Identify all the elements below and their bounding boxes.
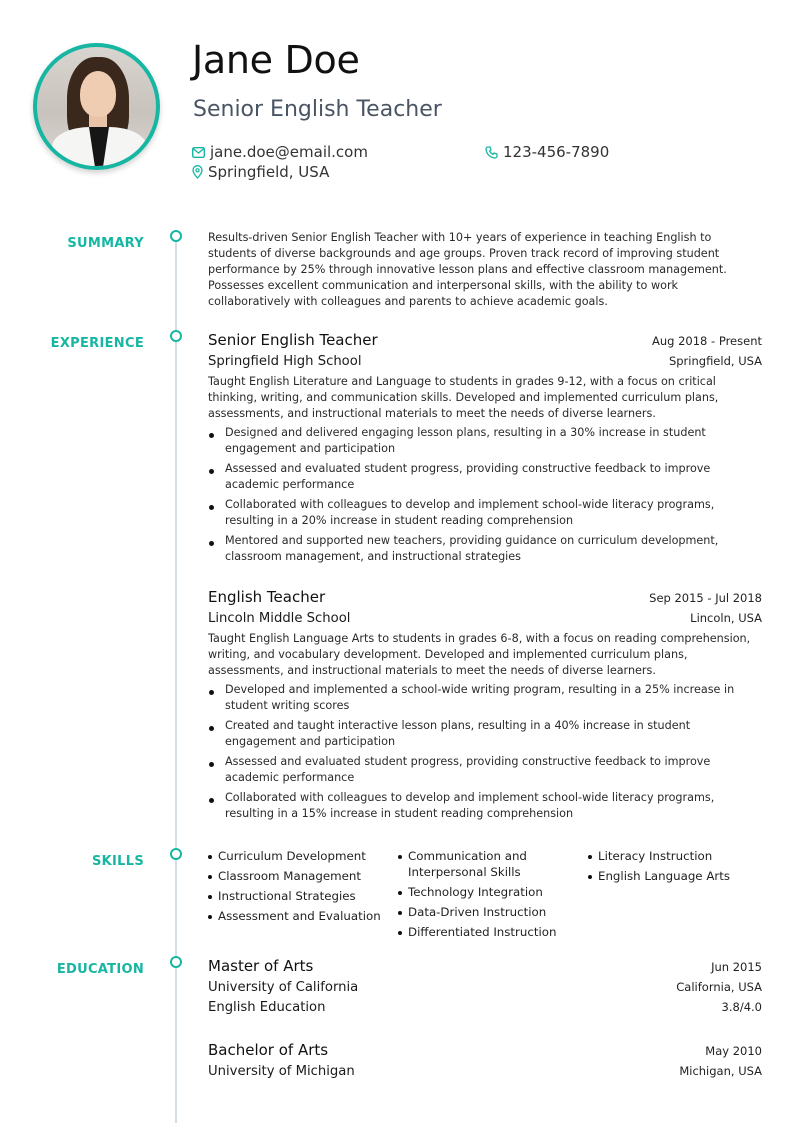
education-heading: EDUCATION bbox=[56, 962, 144, 977]
list-item: Collaborated with colleagues to develop and implement school-wide literacy programs, resulting in a 20% increase in student reading comprehension bbox=[208, 497, 762, 529]
avatar-face bbox=[80, 71, 116, 117]
candidate-name: Jane Doe bbox=[192, 38, 360, 82]
job-description: Taught English Language Arts to students in grades 6-8, with a focus on reading comprehension, writing, and vocabulary development. Developed and implemented curriculum plans, assessments, and instructional materials to meet the needs of diverse learners. bbox=[208, 632, 751, 677]
gpa: 3.8/4.0 bbox=[721, 1000, 762, 1014]
skill-item: Assessment and Evaluation bbox=[208, 908, 398, 924]
mail-icon bbox=[192, 147, 205, 158]
school-location: Michigan, USA bbox=[679, 1064, 762, 1078]
degree-date: Jun 2015 bbox=[711, 960, 762, 974]
location-contact bbox=[192, 163, 329, 181]
list-item: Developed and implemented a school-wide writing program, resulting in a 25% increase in student writing scores bbox=[208, 682, 762, 714]
experience-heading: EXPERIENCE bbox=[50, 336, 144, 351]
job-description: Taught English Literature and Language to students in grades 9-12, with a focus on critical thinking, writing, and communication skills. Developed and implemented curriculum plans, assessments, and instructional materials to meet the needs of diverse learners. bbox=[208, 375, 719, 420]
phone-contact[interactable] bbox=[485, 143, 609, 161]
list-item: Assessed and evaluated student progress, providing constructive feedback to improve academic performance bbox=[208, 461, 762, 493]
job-location: Springfield, USA bbox=[668, 354, 762, 368]
location-pin-icon bbox=[192, 165, 203, 179]
email-contact[interactable] bbox=[192, 143, 368, 161]
school-location: California, USA bbox=[676, 980, 762, 994]
skill-item: Communication and Interpersonal Skills bbox=[398, 848, 528, 880]
degree-title: Master of Arts bbox=[208, 957, 314, 975]
job-dates: Aug 2018 - Present bbox=[652, 334, 762, 348]
skill-item: Literacy Instruction bbox=[588, 848, 762, 864]
skills-grid bbox=[208, 848, 762, 944]
job-location: Lincoln, USA bbox=[690, 611, 762, 625]
job-dates: Sep 2015 - Jul 2018 bbox=[649, 591, 762, 605]
candidate-title: Senior English Teacher bbox=[193, 97, 442, 122]
school-name: University of California bbox=[208, 980, 359, 995]
list-item: Collaborated with colleagues to develop and implement school-wide literacy programs, resulting in a 15% increase in student reading comprehension bbox=[208, 790, 762, 822]
summary-text: Results-driven Senior English Teacher with 10+ years of experience in teaching English to students of diverse backgrounds and age groups. Proven track record of improving student performance by 25% through innovative lesson plans and effective classroom management. Possesses excellent communication and interpersonal skills, with the ability to work collaboratively with colleagues and parents to achieve academic goals. bbox=[208, 231, 727, 308]
skill-item: Data-Driven Instruction bbox=[398, 904, 588, 920]
list-item: Created and taught interactive lesson plans, resulting in a 40% increase in student engagement and participation bbox=[208, 718, 762, 750]
job-organization: Lincoln Middle School bbox=[208, 611, 351, 626]
job-entry bbox=[208, 588, 762, 826]
skill-item: Curriculum Development bbox=[208, 848, 398, 864]
timeline-dot bbox=[170, 956, 182, 968]
job-organization: Springfield High School bbox=[208, 354, 362, 369]
list-item: Mentored and supported new teachers, providing guidance on curriculum development, classroom management, and instructional strategies bbox=[208, 533, 762, 565]
degree-date: May 2010 bbox=[705, 1044, 762, 1058]
skills-column bbox=[398, 848, 588, 944]
skill-item: Technology Integration bbox=[398, 884, 588, 900]
education-entry bbox=[208, 1041, 762, 1079]
job-bullets bbox=[208, 682, 762, 822]
skill-item: English Language Arts bbox=[588, 868, 762, 884]
degree-title: Bachelor of Arts bbox=[208, 1041, 329, 1059]
job-entry bbox=[208, 331, 762, 569]
job-title: Senior English Teacher bbox=[208, 331, 378, 349]
skill-item: Instructional Strategies bbox=[208, 888, 398, 904]
skill-item: Differentiated Instruction bbox=[398, 924, 588, 940]
field-of-study: English Education bbox=[208, 1000, 326, 1015]
location-text: Springfield, USA bbox=[208, 163, 330, 181]
skill-item: Classroom Management bbox=[208, 868, 398, 884]
job-title: English Teacher bbox=[208, 588, 326, 606]
avatar bbox=[33, 43, 160, 170]
school-name: University of Michigan bbox=[208, 1064, 355, 1079]
timeline-dot bbox=[170, 330, 182, 342]
phone-text: 123-456-7890 bbox=[503, 143, 610, 161]
timeline-dot bbox=[170, 848, 182, 860]
timeline-line bbox=[175, 242, 177, 1123]
timeline-dot bbox=[170, 230, 182, 242]
phone-icon bbox=[485, 146, 498, 159]
job-bullets bbox=[208, 425, 762, 565]
list-item: Assessed and evaluated student progress, providing constructive feedback to improve academic performance bbox=[208, 754, 762, 786]
education-entry bbox=[208, 957, 762, 1015]
skills-column bbox=[208, 848, 398, 944]
list-item: Designed and delivered engaging lesson plans, resulting in a 30% increase in student engagement and participation bbox=[208, 425, 762, 457]
email-text: jane.doe@email.com bbox=[210, 143, 368, 161]
skills-heading: SKILLS bbox=[91, 854, 144, 869]
skills-column bbox=[588, 848, 762, 944]
summary-heading: SUMMARY bbox=[67, 236, 144, 251]
